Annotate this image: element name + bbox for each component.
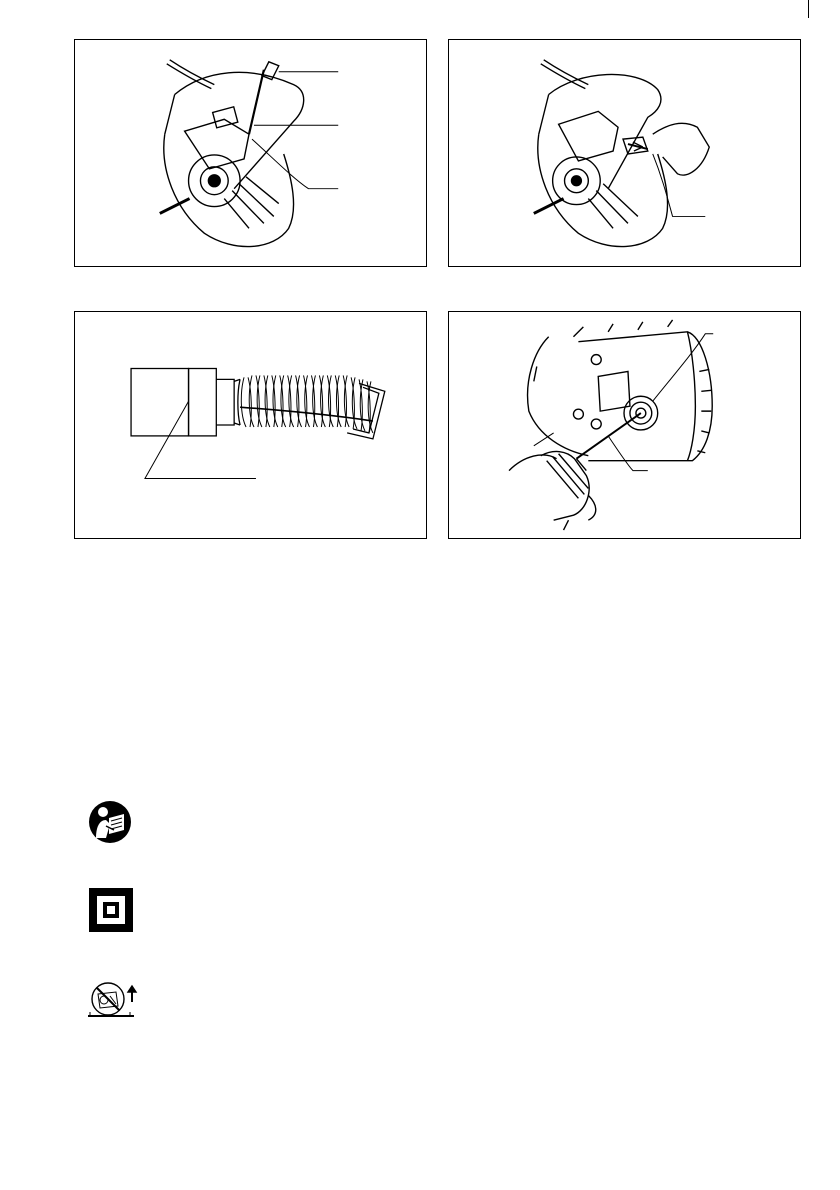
figure-4 xyxy=(448,311,801,539)
figure-1 xyxy=(74,39,427,267)
do-not-use-on-ceiling-icon xyxy=(86,980,138,1020)
figure-2 xyxy=(448,39,801,267)
read-instruction-manual-icon xyxy=(88,800,132,844)
brush-holder-cover-removal-illustration xyxy=(75,40,426,266)
crop-mark xyxy=(808,0,809,18)
carbon-brush-with-spring-illustration xyxy=(75,312,426,538)
do-not-use-on-ceiling-symbol xyxy=(86,980,138,1020)
double-insulation-icon xyxy=(89,888,133,932)
figure-3 xyxy=(74,311,427,539)
brush-holder-cap-screwdriver-illustration xyxy=(449,312,800,538)
read-instruction-manual-symbol xyxy=(88,800,132,844)
brush-cover-pull-out-illustration xyxy=(449,40,800,266)
double-insulation-symbol xyxy=(89,888,133,932)
